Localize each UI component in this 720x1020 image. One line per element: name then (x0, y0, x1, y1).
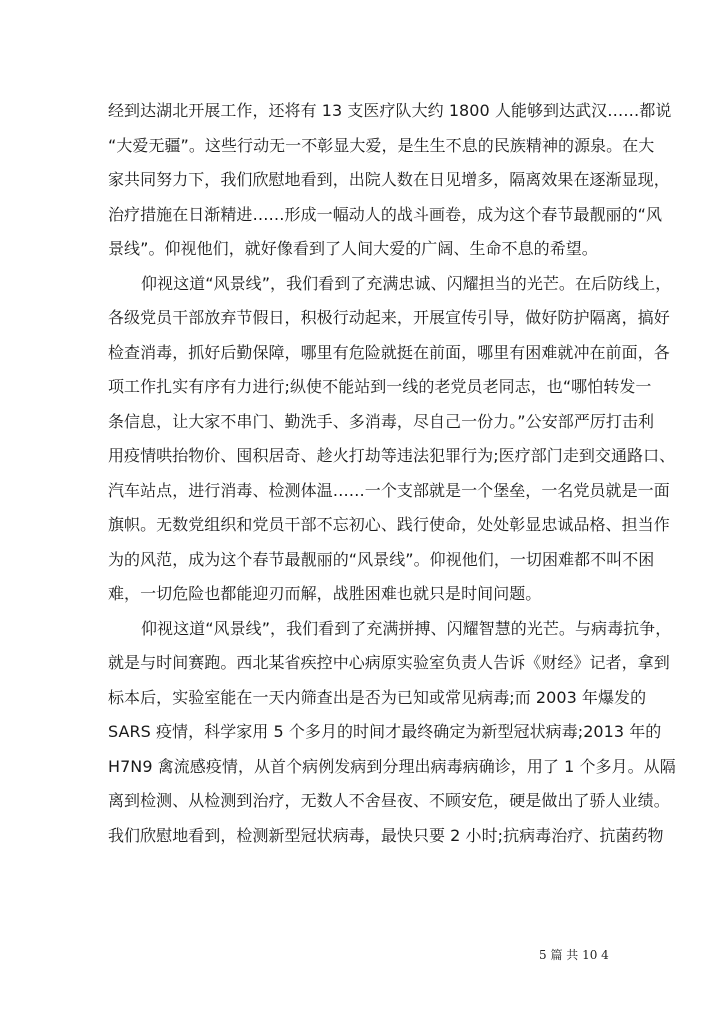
text-line: 离到检测、从检测到治疗，无数人不舍昼夜、不顾安危，硬是做出了骄人业绩。 (108, 791, 670, 810)
text-line: 标本后，实验室能在一天内筛查出是否为已知或常见病毒;而 2003 年爆发的 (108, 687, 647, 707)
text-line: 我们欣慰地看到，检测新型冠状病毒，最快只要 2 小时;抗病毒治疗、抗菌药物 (108, 825, 664, 845)
text-line: H7N9 禽流感疫情，从首个病例发病到分理出病毒病确诊，用了 1 个多月。从隔 (108, 756, 676, 776)
text-line: 旗帜。无数党组织和党员干部不忘初心、践行使命，处处彰显忠诚品格、担当作 (108, 515, 670, 534)
text-line: 条信息，让大家不串门、勤洗手、多消毒，尽自己一份力。”公安部严厉打击利 (108, 411, 655, 431)
text-line: 项工作扎实有序有力进行;纵使不能站到一线的老党员老同志，也“哪怕转发一 (108, 377, 652, 396)
text-line: 检查消毒，抓好后勤保障，哪里有危险就挺在前面，哪里有困难就冲在前面，各 (108, 342, 670, 362)
paragraph-start-line: 仰视这道“风景线”，我们看到了充满忠诚、闪耀担当的光芒。在后防线上， (141, 273, 672, 293)
text-line: “大爱无疆”。这些行动无一不彰显大爱，是生生不息的民族精神的源泉。在大 (108, 135, 655, 155)
text-line: 治疗措施在日渐精进……形成一幅动人的战斗画卷，成为这个春节最靓丽的“风 (108, 204, 663, 224)
text-line: 家共同努力下，我们欣慰地看到，出院人数在日见增多，隔离效果在逐渐显现， (108, 170, 670, 189)
text-line: 难，一切危险也都能迎刃而解，战胜困难也就只是时间问题。 (108, 584, 542, 603)
paragraph-start-line: 仰视这道“风景线”，我们看到了充满拼搏、闪耀智慧的光芒。与病毒抗争， (141, 618, 672, 638)
text-line: 用疫情哄抬物价、囤积居奇、趁火打劫等违法犯罪行为;医疗部门走到交通路口、 (108, 446, 676, 465)
text-line: 景线”。仰视他们，就好像看到了人间大爱的广阔、生命不息的希望。 (108, 239, 598, 258)
text-line: 就是与时间赛跑。西北某省疾控中心病原实验室负责人告诉《财经》记者，拿到 (108, 653, 670, 672)
page-number-footer: 5 篇 共 10 4 (539, 948, 609, 962)
body-text (108, 94, 676, 853)
text-line: SARS 疫情，科学家用 5 个多月的时间才最终确定为新型冠状病毒;2013 年的 (108, 722, 662, 741)
text-line: 经到达湖北开展工作，还将有 13 支医疗队大约 1800 人能够到达武汉……都说 (108, 101, 672, 120)
text-line: 汽车站点，进行消毒、检测体温……一个支部就是一个堡垒，一名党员就是一面 (108, 480, 670, 500)
text-line: 为的风范，成为这个春节最靓丽的“风景线”。仰视他们，一切困难都不叫不困 (108, 549, 655, 569)
text-line: 各级党员干部放弃节假日，积极行动起来，开展宣传引导，做好防护隔离，搞好 (108, 308, 670, 327)
